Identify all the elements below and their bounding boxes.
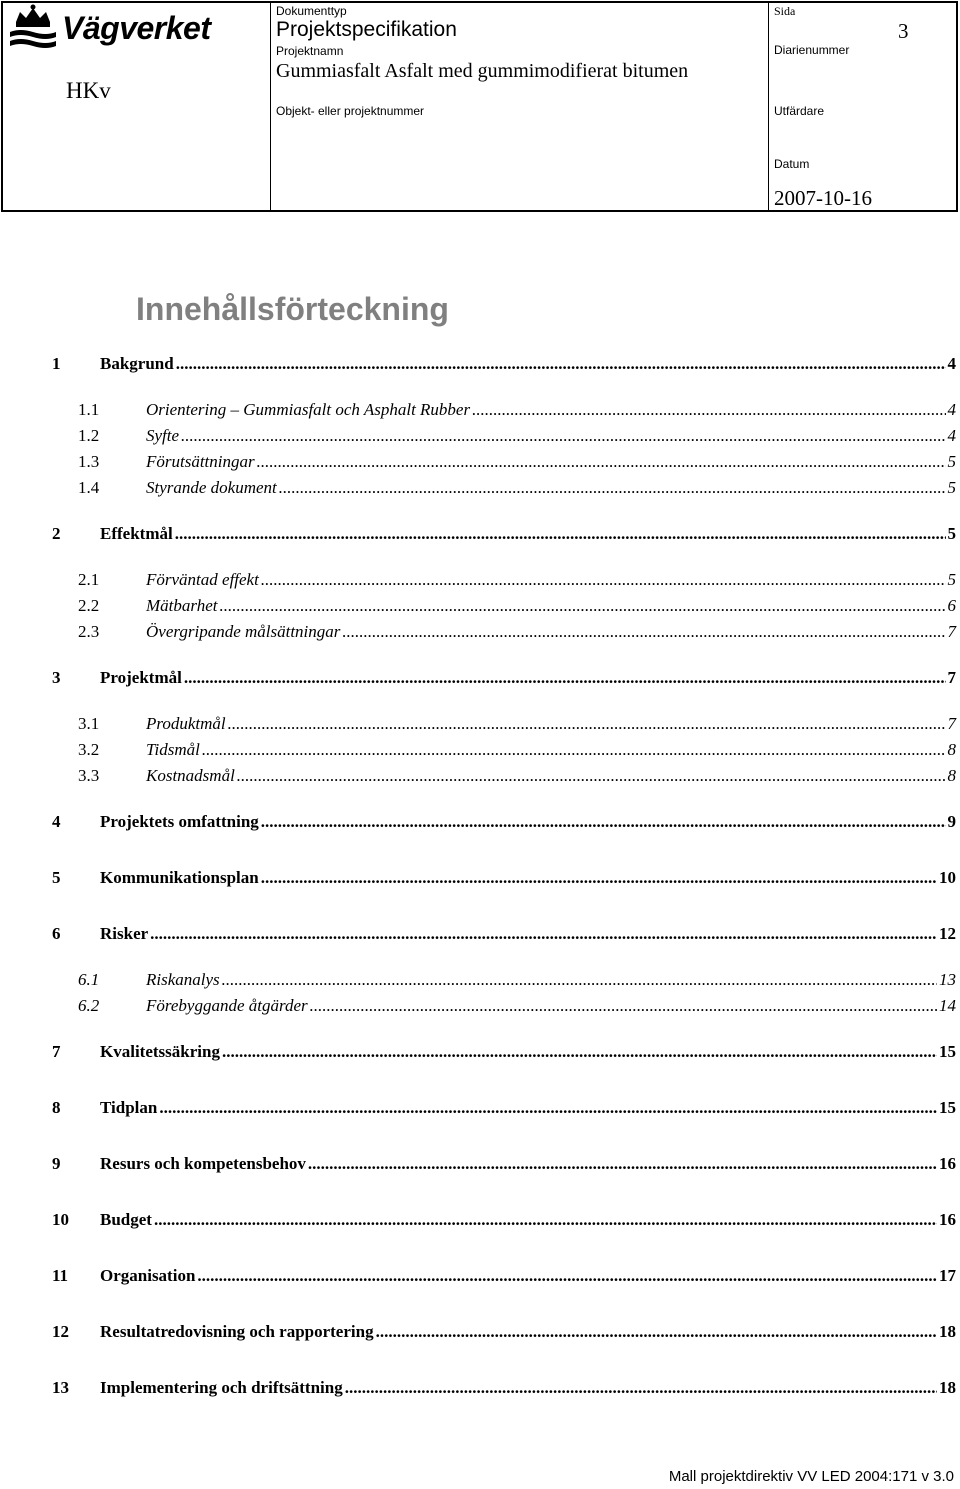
toc-dot-leader [222,970,937,990]
toc-entry-number: 5 [52,868,61,887]
brand-logo-text: Vägverket [62,10,211,46]
toc-dot-leader [197,1266,937,1286]
toc-entry-page: 5 [947,452,956,471]
toc-entry-title: Mätbarhet [146,596,218,615]
toc-dot-leader [376,1322,937,1342]
toc-dot-leader [184,668,946,688]
template-note: Mall projektdirektiv VV LED 2004:171 v 3.0 [668,1468,954,1485]
toc-entry[interactable] [78,424,956,446]
document-header [0,0,960,212]
toc-entry-number: 3.1 [78,714,100,733]
toc-entry[interactable] [52,352,956,374]
toc-title: Innehållsförteckning [136,291,449,327]
toc-entry-title: Implementering och driftsättning [100,1378,343,1397]
toc-entry-number: 2.2 [78,596,100,615]
toc-entry-number: 1.4 [78,478,100,497]
toc-entry-title: Budget [100,1210,152,1229]
header-divider-2 [768,1,769,212]
toc-entry-number: 8 [52,1098,61,1117]
toc-entry-title: Resurs och kompetensbehov [100,1154,306,1173]
toc-entry-page: 4 [947,426,956,445]
toc-entry-title: Förebyggande åtgärder [146,996,308,1015]
date-label: Datum [774,157,810,171]
toc-dot-leader [202,740,946,760]
toc-entry[interactable] [52,1040,956,1062]
toc-entry-page: 5 [947,524,956,543]
doc-type-label: Dokumenttyp [276,4,347,18]
toc-entry-number: 12 [52,1322,69,1341]
toc-entry-number: 3.2 [78,740,100,759]
toc-entry-title: Organisation [100,1266,196,1285]
toc-entry[interactable] [78,620,956,642]
toc-entry-title: Produktmål [146,714,226,733]
header-left-border [1,1,3,212]
header-divider-1 [270,1,271,212]
toc-entry[interactable] [52,866,956,888]
toc-dot-leader [261,868,937,888]
toc-entry-title: Kostnadsmål [146,766,235,785]
toc-entry-number: 1 [52,354,61,373]
toc-entry-title: Förväntad effekt [146,570,259,589]
toc-entry-number: 3.3 [78,766,100,785]
toc-entry-page: 14 [939,996,956,1015]
toc-entry-number: 6.2 [78,996,100,1015]
header-right-border [956,1,958,212]
toc-entry-number: 9 [52,1154,61,1173]
toc-entry-page: 10 [939,868,956,887]
toc-entry-title: Styrande dokument [146,478,277,497]
toc-entry[interactable] [78,712,956,734]
toc-entry-page: 5 [947,570,956,589]
toc-entry-number: 1.1 [78,400,100,419]
toc-entry-number: 10 [52,1210,69,1229]
toc-entry-page: 17 [939,1266,956,1285]
toc-entry-title: Resultatredovisning och rapportering [100,1322,374,1341]
toc-entry-number: 6 [52,924,61,943]
toc-entry-number: 4 [52,812,61,831]
toc-entry[interactable] [78,764,956,786]
toc-entry-number: 1.2 [78,426,100,445]
toc-entry-title: Riskanalys [146,970,220,989]
toc-entry-title: Bakgrund [100,354,174,373]
toc-entry-page: 5 [947,478,956,497]
toc-entry-title: Projektmål [100,668,182,687]
toc-dot-leader [237,766,946,786]
project-name-value: Gummiasfalt Asfalt med gummimodifierat bitumen [276,60,689,82]
toc-entry[interactable] [78,450,956,472]
diary-number-label: Diarienummer [774,43,850,57]
toc-entry-title: Tidsmål [146,740,200,759]
toc-entry-number: 6.1 [78,970,100,989]
toc-entry-title: Förutsättningar [146,452,255,471]
toc-dot-leader [261,812,946,832]
crown-logo-icon [6,4,60,54]
toc-dot-leader [308,1154,937,1174]
org-unit: HKv [66,78,111,103]
toc-dot-leader [219,596,945,616]
toc-entry-page: 8 [947,740,956,759]
toc-entry-page: 4 [947,400,956,419]
doc-type-value: Projektspecifikation [276,18,457,41]
toc-entry-number: 1.3 [78,452,100,471]
toc-dot-leader [228,714,946,734]
toc-entry-title: Effektmål [100,524,173,543]
toc-entry-page: 16 [939,1210,956,1229]
project-name-label: Projektnamn [276,44,344,58]
toc-entry-page: 15 [939,1042,956,1061]
toc-entry[interactable] [52,922,956,944]
toc-entry-page: 4 [947,354,956,373]
toc-entry-page: 9 [947,812,956,831]
toc-dot-leader [154,1210,937,1230]
toc-entry-page: 13 [939,970,956,989]
toc-entry[interactable] [52,1264,956,1286]
toc-entry-page: 7 [947,622,956,641]
toc-entry-title: Övergripande målsättningar [146,622,341,641]
toc-dot-leader [176,354,946,374]
toc-entry-page: 12 [939,924,956,943]
toc-entry-number: 2 [52,524,61,543]
toc-entry-number: 3 [52,668,61,687]
toc-dot-leader [342,622,945,642]
toc-entry[interactable] [52,1152,956,1174]
toc-entry-number: 7 [52,1042,61,1061]
toc-entry-page: 18 [939,1322,956,1341]
toc-entry-page: 18 [939,1378,956,1397]
toc-entry-number: 2.1 [78,570,100,589]
toc-entry[interactable] [78,594,956,616]
page-number: 3 [898,19,909,43]
toc-entry-page: 6 [947,596,956,615]
toc-entry[interactable] [52,810,956,832]
toc-entry[interactable] [52,666,956,688]
issuer-label: Utfärdare [774,104,825,118]
toc-entry[interactable] [78,738,956,760]
toc-entry-page: 7 [947,668,956,687]
toc-entry-title: Syfte [146,426,180,445]
page-label: Sida [774,4,796,18]
toc-dot-leader [310,996,937,1016]
toc-entry[interactable] [52,1208,956,1230]
toc-entry-title: Risker [100,924,149,943]
toc-entry-title: Projektets omfattning [100,812,259,831]
toc-dot-leader [175,524,946,544]
toc-dot-leader [181,426,945,446]
toc-entry-page: 15 [939,1098,956,1117]
toc-entry-title: Kommunikationsplan [100,868,259,887]
toc-dot-leader [345,1378,937,1398]
toc-entry[interactable] [78,568,956,590]
toc-entry-page: 8 [947,766,956,785]
toc-dot-leader [257,452,946,472]
toc-entry[interactable] [78,994,956,1016]
header-bottom-border [1,210,958,212]
object-number-label: Objekt- eller projektnummer [276,104,425,118]
toc-dot-leader [222,1042,937,1062]
toc-dot-leader [261,570,946,590]
toc-dot-leader [279,478,946,498]
toc-dot-leader [159,1098,937,1118]
toc-entry-title: Tidplan [100,1098,158,1117]
header-top-border [1,1,958,3]
toc-entry[interactable] [52,522,956,544]
toc-dot-leader [150,924,937,944]
toc-entry[interactable] [52,1320,956,1342]
toc-entry[interactable] [52,1376,956,1398]
toc-entry[interactable] [52,1096,956,1118]
toc-dot-leader [472,400,945,420]
toc-entry[interactable] [78,968,956,990]
toc-entry-title: Orientering – Gummiasfalt och Asphalt Rubber [146,400,471,419]
toc-entry-number: 11 [52,1266,69,1285]
toc-entry[interactable] [78,398,956,420]
toc-entry[interactable] [78,476,956,498]
toc-entry-number: 2.3 [78,622,100,641]
toc-entry-number: 13 [52,1378,69,1397]
date-value: 2007-10-16 [774,186,872,210]
toc-entry-title: Kvalitetssäkring [100,1042,220,1061]
toc-entry-page: 16 [939,1154,956,1173]
toc-entry-page: 7 [947,714,956,733]
